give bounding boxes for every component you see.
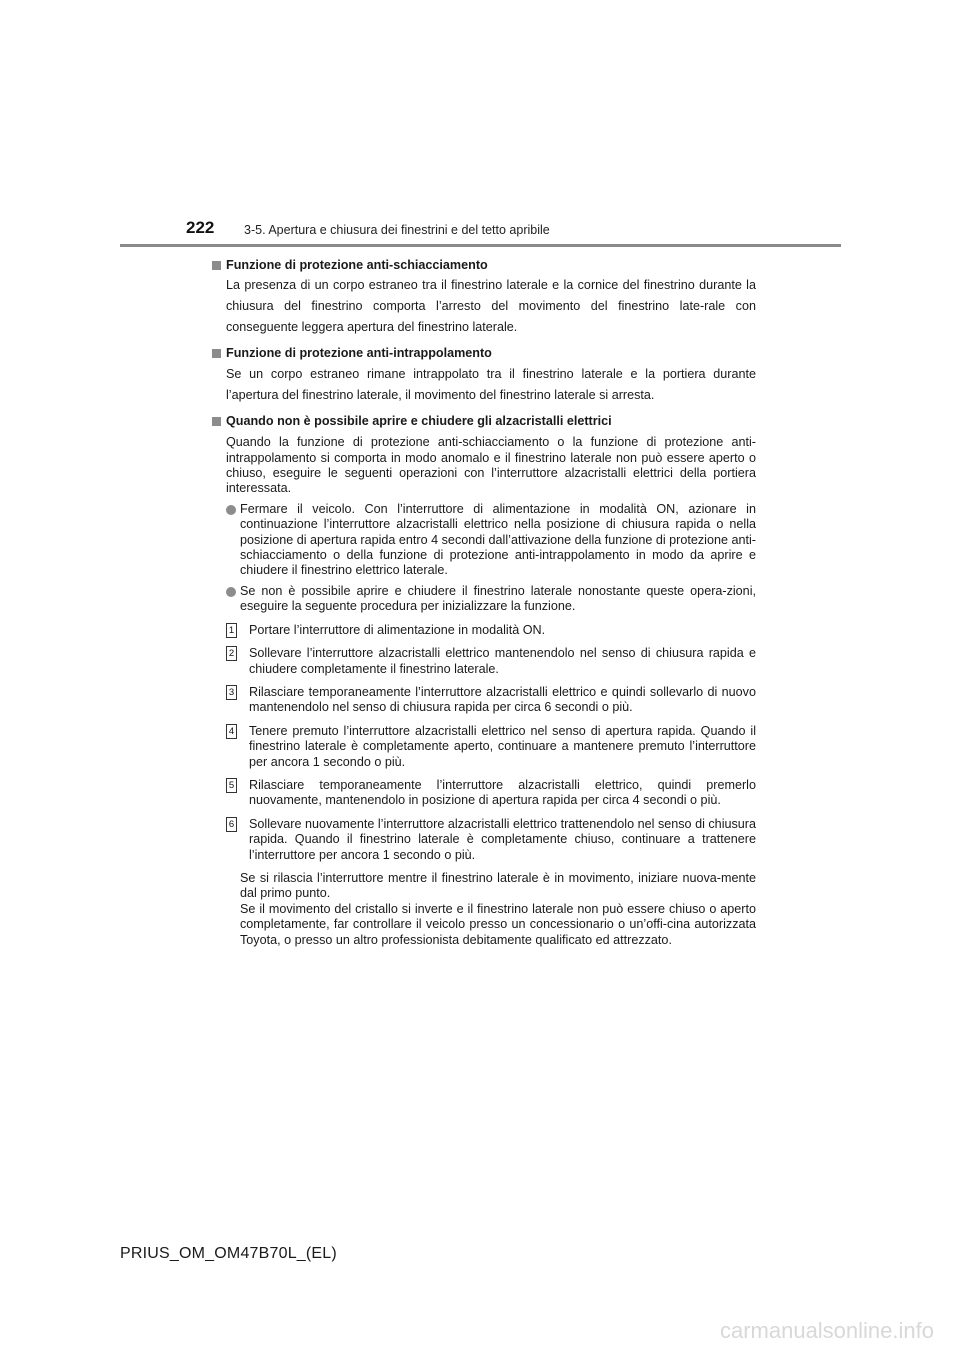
step-number-badge: 2 (226, 646, 237, 661)
section-heading-anti-pinch (210, 258, 756, 273)
page-number: 222 (186, 218, 215, 237)
circle-bullet-icon (226, 505, 236, 515)
procedure-step (226, 724, 756, 770)
header-rule (120, 244, 841, 247)
page-content (210, 254, 756, 948)
procedure-step (226, 817, 756, 863)
section-heading-text: Funzione di protezione anti-schiacciamento (226, 258, 488, 272)
step-number-badge: 5 (226, 778, 237, 793)
step-text: Tenere premuto l’interruttore alzacristalli elettrico nel senso di apertura rapida. Quando il finestrino laterale è completamente aperto, continuare a mantenere premuto l’interruttore per ancora 1 secondo o più. (249, 723, 756, 769)
square-bullet-icon (212, 349, 221, 358)
procedure-step (226, 685, 756, 716)
step-text: Sollevare l’interruttore alzacristalli elettrico mantenendolo nel senso di chiusura rapida e chiudere completamente il finestrino laterale. (249, 646, 756, 676)
step-text: Portare l’interruttore di alimentazione in modalità ON. (249, 622, 546, 637)
procedure-step (226, 778, 756, 809)
section-heading-text: Funzione di protezione anti-intrappolamento (226, 346, 492, 361)
procedure-step (226, 623, 756, 638)
step-number-badge: 1 (226, 623, 237, 638)
document-code: PRIUS_OM_OM47B70L_(EL) (120, 1245, 337, 1262)
step-number-badge: 4 (226, 724, 237, 739)
step-text: Rilasciare temporaneamente l’interruttore alzacristalli elettrico, quindi premerlo nuovamente, mantenendolo in posizione di apertura rapida per circa 4 secondi o più. (249, 777, 756, 808)
list-item (226, 502, 756, 579)
section-heading-text: Quando non è possibile aprire e chiudere gli alzacristalli elettrici (226, 413, 612, 428)
step-number-badge: 3 (226, 685, 237, 700)
list-item-text: Fermare il veicolo. Con l’interruttore di alimentazione in modalità ON, azionare in continuazione l’interruttore alzacristalli elettrico nella posizione di chiusura rapida o nella posizione di apertura rapida entro 4 secondi dall’attivazione della funzione di protezione anti-schiacciamento o della funzione di protezione anti-intrappolamento in modo da aprire e chiudere il finestrino elettrico laterale. (240, 501, 756, 578)
section-paragraph: La presenza di un corpo estraneo tra il finestrino laterale e la cornice del finestrino durante la chiusura del finestrino comporta l’arresto del movimento del finestrino late-rale con conseguente leggera apertura del finestrino laterale. (226, 278, 756, 335)
procedure-step (226, 646, 756, 677)
list-item (226, 584, 756, 615)
step-text: Rilasciare temporaneamente l’interruttore alzacristalli elettrico e quindi sollevarlo di nuovo mantenendolo nel senso di chiusura rapida per circa 6 secondi o più. (249, 684, 756, 715)
step-text: Sollevare nuovamente l’interruttore alzacristalli elettrico trattenendolo nel senso di chiusura rapida. Quando il finestrino laterale è completamente chiuso, continuare a trattenere l’interruttore per ancora 1 secondo o più. (249, 816, 756, 862)
section-heading-anti-entrapment (210, 346, 756, 361)
step-number-badge: 6 (226, 817, 237, 832)
section-paragraph: Quando la funzione di protezione anti-schiacciamento o la funzione di protezione anti-intrappolamento si comporta in modo anomalo e il finestrino laterale non può essere aperto o chiuso, eseguire le seguenti operazioni con l’interruttore alzacristalli elettrici della portiera interessata. (226, 435, 756, 496)
section-paragraph: Se un corpo estraneo rimane intrappolato tra il finestrino laterale e la portiera durante l’apertura del finestrino laterale, il movimento del finestrino laterale si arresta. (226, 366, 756, 402)
section-header-title: 3-5. Apertura e chiusura dei finestrini e del tetto apribile (244, 223, 550, 237)
circle-bullet-icon (226, 587, 236, 597)
square-bullet-icon (212, 261, 221, 270)
section-heading-cannot-open-close (210, 414, 756, 429)
list-item-text: Se non è possibile aprire e chiudere il finestrino laterale nonostante queste opera-zioni, eseguire la seguente procedura per inizializzare la funzione. (240, 583, 756, 614)
procedure-note: Se il movimento del cristallo si inverte e il finestrino laterale non può essere chiuso o aperto completamente, far controllare il veicolo presso un concessionario o un’offi-cina autorizzata Toyota, o presso un altro professionista debitamente qualificato ed attrezzato. (240, 901, 756, 947)
watermark: carmanualsonline.info (719, 1318, 934, 1343)
procedure-note: Se si rilascia l’interruttore mentre il finestrino laterale è in movimento, iniziare nuova-mente dal primo punto. (240, 870, 756, 901)
square-bullet-icon (212, 417, 221, 426)
